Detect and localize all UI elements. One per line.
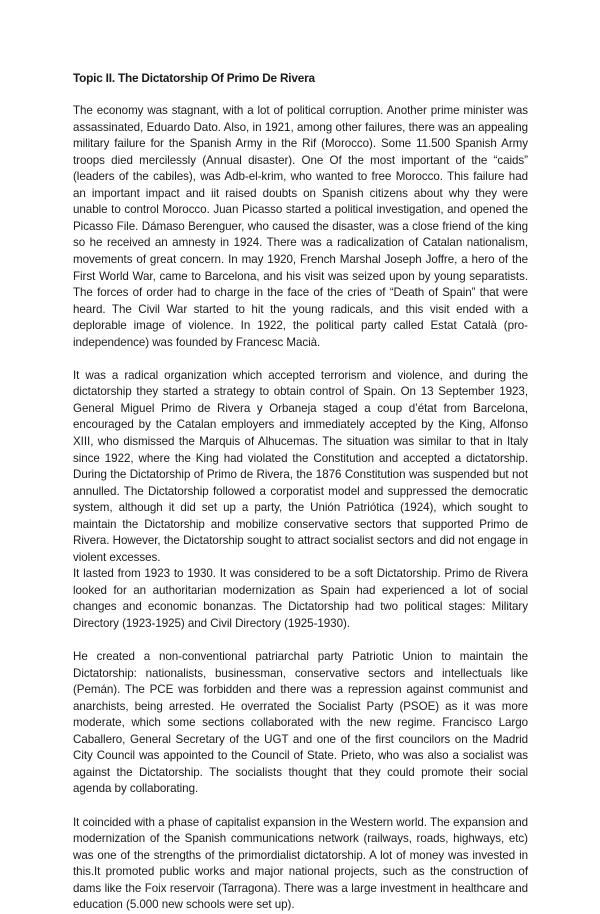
- paragraph-coup: It was a radical organization which accepted terrorism and violence, and during the dictatorship they started a strategy to obtain control of Spain. On 13 September 1923, General Miguel Primo de Rivera y Orbaneja staged a coup d’état from Barcelona, encouraged by the Catalan employers and immediately accepted by the King, Alfonso XIII, who dismissed the Marquis of Alhucemas. The situation was similar to that in Italy since 1922, where the King had violated the Constitution and accepted a dictatorship. During the Dictatorship of Primo de Rivera, the 1876 Constitution was suspended but not annulled. The Dictatorship followed a corporatist model and suppressed the democratic system, although it did set up a party, the Unión Patriótica (1924), which sought to maintain the Dictatorship and mobilize conservative sectors that supported Primo de Rivera. However, the Dictatorship sought to attract socialist sectors and did not engage in violent excesses.: [73, 368, 528, 564]
- paragraph-soft-dictatorship: It lasted from 1923 to 1930. It was considered to be a soft Dictatorship. Primo de Rivera looked for an authoritarian modernization as Spain had experienced a lot of social changes and economic bonanzas. The Dictatorship had two political stages: Military Directory (1923-1925) and Civil Directory (1925-1930).: [73, 567, 528, 630]
- paragraph-patriotic-union: He created a non-conventional patriarchal party Patriotic Union to maintain the Dictatorship: nationalists, businessman, conservative sectors and intellectuals like (Pemán). The PCE was forbidden and there was a repression against communist and anarchists, being arrested. He overrated the Socialist Party (PSOE) as it was more moderate, which some sections collaborated with the new regime. Francisco Largo Caballero, General Secretary of the UGT and one of the first councilors on the Madrid City Council was appointed to the Council of State. Prieto, who was also a socialist was against the Dictatorship. The socialists thought that they could promote their social agenda by collaborating.: [73, 650, 528, 796]
- paragraph-capitalist-expansion: It coincided with a phase of capitalist expansion in the Western world. The expansion and modernization of the Spanish communications network (railways, roads, highways, etc) was one of the strengths of the primordialist dictatorship. A lot of money was invested in this.It promoted public works and major national projects, such as the construction of dams like the Foix reservoir (Tarragona). There was a large investment in healthcare and education (5.000 new schools were set up).: [73, 815, 528, 912]
- document-title: Topic II. The Dictatorship Of Primo De Rivera: [73, 71, 315, 85]
- document-page: [73, 70, 528, 914]
- paragraph-gap: [73, 351, 528, 368]
- paragraph-gap: [73, 633, 528, 650]
- paragraph-economy: The economy was stagnant, with a lot of political corruption. Another prime minister was assassinated, Eduardo Dato. Also, in 1921, among other failures, there was an appealing military failure for the Spanish Army in the Rif (Morocco). Some 11.500 Spanish Army troops died mercilessly (Annual disaster). One Of the most important of the “caids” (leaders of the cabiles), was Adb-el-krim, who wanted to free Morocco. This failure had an important impact and iit raised doubts on Spanish citizens about why they were unable to control Morocco. Juan Picasso started a political investigation, and opened the Picasso File. Dámaso Berenguer, who caused the disaster, was a close friend of the king so he received an amnesty in 1924. There was a radicalization of Catalan nationalism, movements of great concern. In may 1920, French Marshal Joseph Joffre, a hero of the First World War, came to Barcelona, and his visit was seized upon by young separatists. The forces of order had to charge in the face of the cries of “Death of Spain” that were heard. The Civil War started to hit the young radicals, and this visit ended with a deplorable image of violence. In 1922, the political party called Estat Català (pro-independence) was founded by Francesc Macià.: [73, 104, 528, 349]
- paragraph-gap: [73, 798, 528, 815]
